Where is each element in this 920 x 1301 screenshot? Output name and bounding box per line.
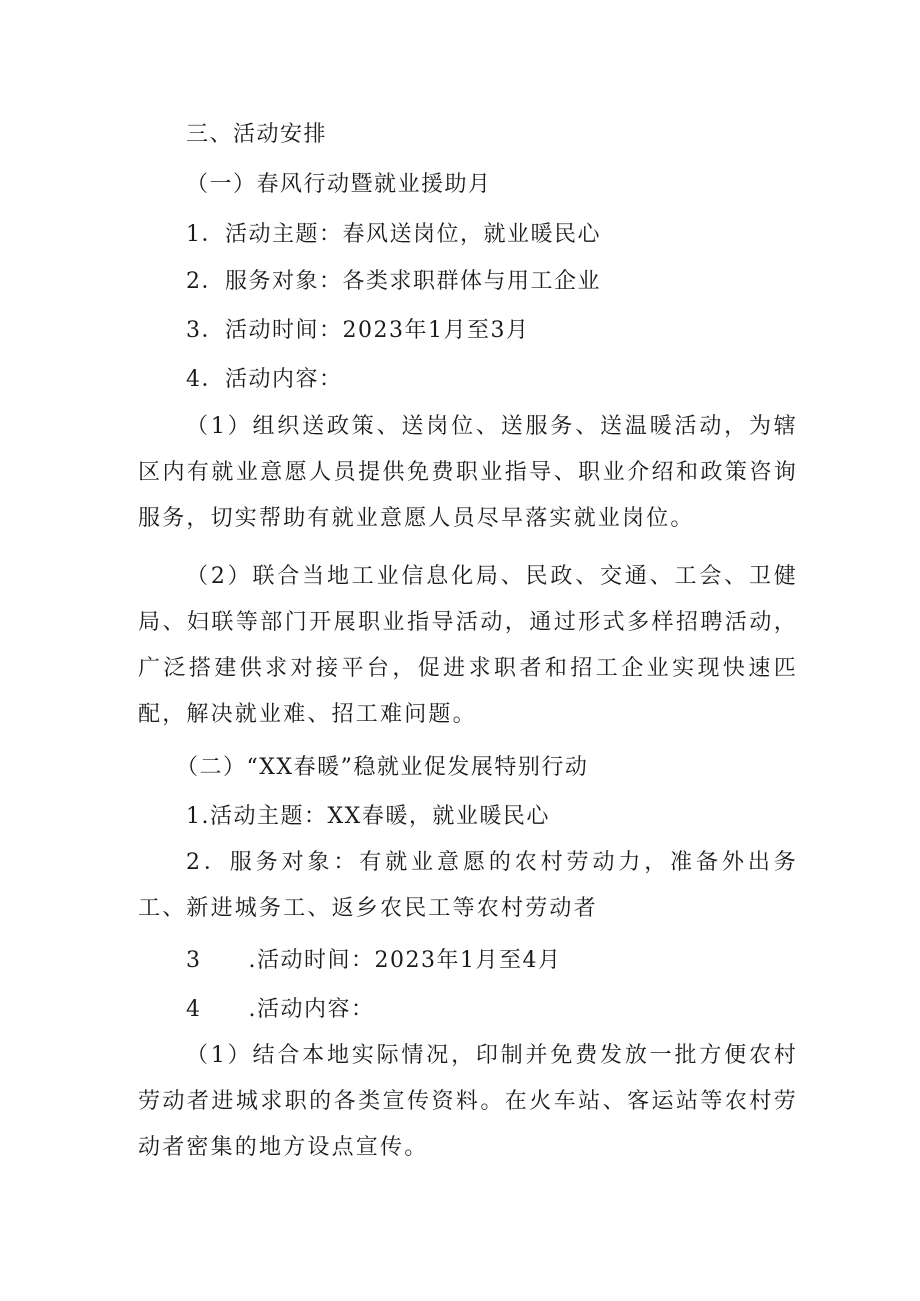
section-two-title: （二）“XX春暖”稳就业促发展特别行动 [176,755,589,780]
section-two-item-target: 2．服务对象：有就业意愿的农村劳动力，准备外出务工、新进城务工、返乡农民工等农村劳动者 [138,850,798,921]
section-two-item-theme: 1.活动主题：XX春暖，就业暖民心 [186,804,550,829]
section-two-item-content: 4 .活动内容： [186,997,375,1022]
section-one-content-paragraph-2: （2）联合当地工业信息化局、民政、交通、工会、卫健局、妇联等部门开展职业指导活动，通过形式多样招聘活动，广泛搭建供求对接平台，促进求职者和招工企业实现快速匹配，解决就业难、招工难问题。 [138,564,798,727]
heading-activity-arrangement: 三、活动安排 [186,122,328,147]
section-one-item-content: 4．活动内容： [186,367,343,392]
section-two-content-paragraph-1: （1）结合本地实际情况，印制并免费发放一批方便农村劳动者进城求职的各类宣传资料。在火车站、客运站等农村劳动者密集的地方设点宣传。 [138,1043,798,1160]
section-one-item-target: 2．服务对象：各类求职群体与用工企业 [186,269,601,294]
section-one-content-paragraph-1: （1）组织送政策、送岗位、送服务、送温暖活动，为辖区内有就业意愿人员提供免费职业指导、职业介绍和政策咨询服务，切实帮助有就业意愿人员尽早落实就业岗位。 [138,414,798,531]
section-one-item-time: 3．活动时间：2023年1月至3月 [186,318,530,343]
section-one-title: （一）春风行动暨就业援助月 [186,172,492,197]
section-one-item-theme: 1．活动主题：春风送岗位，就业暖民心 [186,222,601,247]
section-two-item-time: 3 .活动时间：2023年1月至4月 [186,948,562,973]
